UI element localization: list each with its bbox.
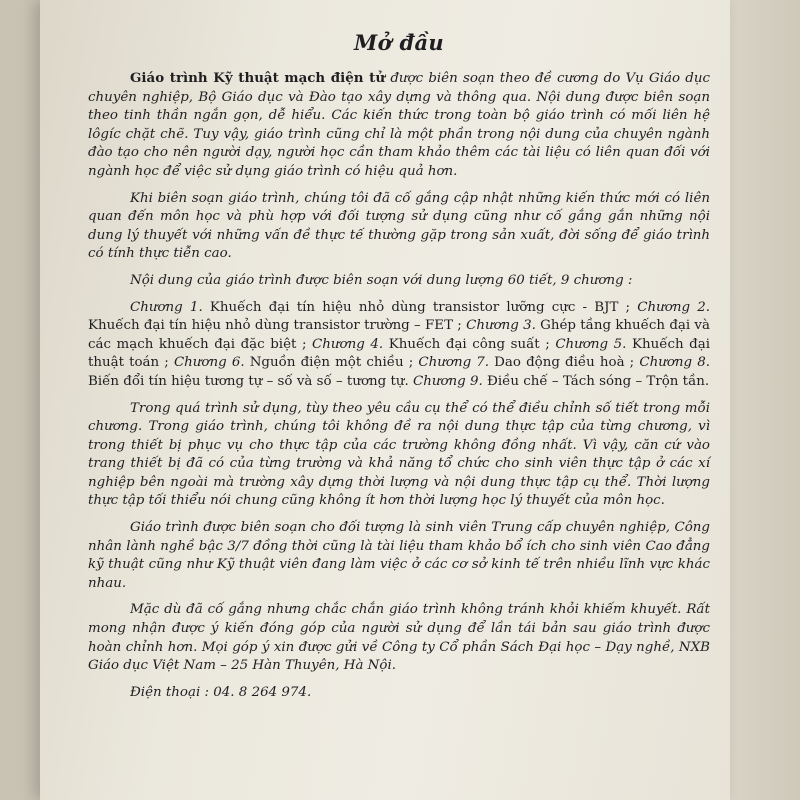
paragraph-intro [88,69,710,182]
textbook-name: Giáo trình Kỹ thuật mạch điện tử [130,70,386,86]
chapter-4-text: Khuếch đại công suất ; [383,336,556,352]
paragraph-usage: Trong quá trình sử dụng, tùy theo yêu cầu cụ thể có thể điều chỉnh số tiết trong mỗi chương. Trong giáo trình, chúng tôi không đề ra nội dung thực tập của từng chương, vì trong thiết bị phục vụ cho thực tập của các trường không đồng nhất. Vì vậy, căn cứ vào trang thiết bị đã có của từng trường và khả năng tổ chức cho sinh viên thực tập ở các xí nghiệp bên ngoài mà trường xây dựng thời lượng và nội dung thực tập cụ thể. Thời lượng thực tập tối thiểu nói chung cũng không ít hơn thời lượng học lý thuyết của môn học. [88,400,710,509]
chapter-5-label: Chương 5. [555,336,627,352]
chapter-4-label: Chương 4. [312,336,384,352]
paragraph-update: Khi biên soạn giáo trình, chúng tôi đã cố gắng cập nhật những kiến thức mới có liên quan đến môn học và phù hợp với đối tượng sử dụng cũng như cố gắng gắn những nội dung lý thuyết với những vấn đề thực tế thường gặp trong sản xuất, đời sống để giáo trình có tính thực tiễn cao. [88,190,710,262]
chapter-7-label: Chương 7. [418,355,490,371]
page-content [88,30,710,702]
paragraph-intro-text: được biên soạn theo đề cương do Vụ Giáo dục chuyên nghiệp, Bộ Giáo dục và Đào tạo xây dựng và thông qua. Nội dung được biên soạn theo tinh thần ngắn gọn, dễ hiểu. Các kiến thức trong toàn bộ giáo trình có mối liên hệ lôgíc chặt chẽ. Tuy vậy, giáo trình cũng chỉ là một phần trong nội dung của chuyên ngành đào tạo cho nên người dạy, người học cần tham khảo thêm các tài liệu có liên quan đối với ngành học để việc sử dụng giáo trình có hiệu quả hơn. [88,71,710,179]
chapter-9-text: Điều chế – Tách sóng – Trộn tần. [482,373,710,389]
chapter-2-label: Chương 2. [637,299,710,315]
paragraph-audience: Giáo trình được biên soạn cho đối tượng là sinh viên Trung cấp chuyên nghiệp, Công nhân lành nghề bậc 3/7 đồng thời cũng là tài liệu tham khảo bổ ích cho sinh viên Cao đẳng kỹ thuật cũng như Kỹ thuật viên đang làm việc ở các cơ sở kinh tế trên nhiều lĩnh vực khác nhau. [88,520,710,591]
chapter-7-text: Dao động điều hoà ; [489,355,640,371]
chapter-6-text: Nguồn điện một chiều ; [244,355,419,371]
chapter-2-text: Khuếch đại tín hiệu nhỏ dùng transistor trường – FET ; [88,318,467,334]
paragraph-chapter-list [88,299,710,392]
chapter-8-text: Biến đổi tín hiệu tương tự – số và số – tương tự. [88,373,413,389]
chapter-6-label: Chương 6. [173,355,245,371]
chapter-3-label: Chương 3. [466,318,536,334]
adjacent-page-edge [730,0,800,800]
paragraph-feedback: Mặc dù đã cố gắng nhưng chắc chắn giáo trình không tránh khỏi khiếm khuyết. Rất mong nhận được ý kiến đóng góp của người sử dụng để lần tái bản sau giáo trình được hoàn chỉnh hơn. Mọi góp ý xin được gửi về Công ty Cổ phần Sách Đại học – Dạy nghề, NXB Giáo dục Việt Nam – 25 Hàn Thuyên, Hà Nội. [88,602,710,674]
chapter-3-text: Ghép tầng khuếch đại và các mạch khuếch đại đặc biệt ; [88,318,710,352]
chapter-1-text: Khuếch đại tín hiệu nhỏ dùng transistor lưỡng cực - BJT ; [202,299,638,315]
paragraph-content-summary: Nội dung của giáo trình được biên soạn với dung lượng 60 tiết, 9 chương : [130,272,633,288]
chapter-5-text: Khuếch đại thuật toán ; [88,336,710,371]
page-title: Mở đầu [354,30,444,55]
phone-number: Điện thoại : 04. 8 264 974. [130,684,312,700]
chapter-1-label: Chương 1. [130,299,203,315]
chapter-9-label: Chương 9. [412,373,483,389]
chapter-8-label: Chương 8. [639,355,710,371]
